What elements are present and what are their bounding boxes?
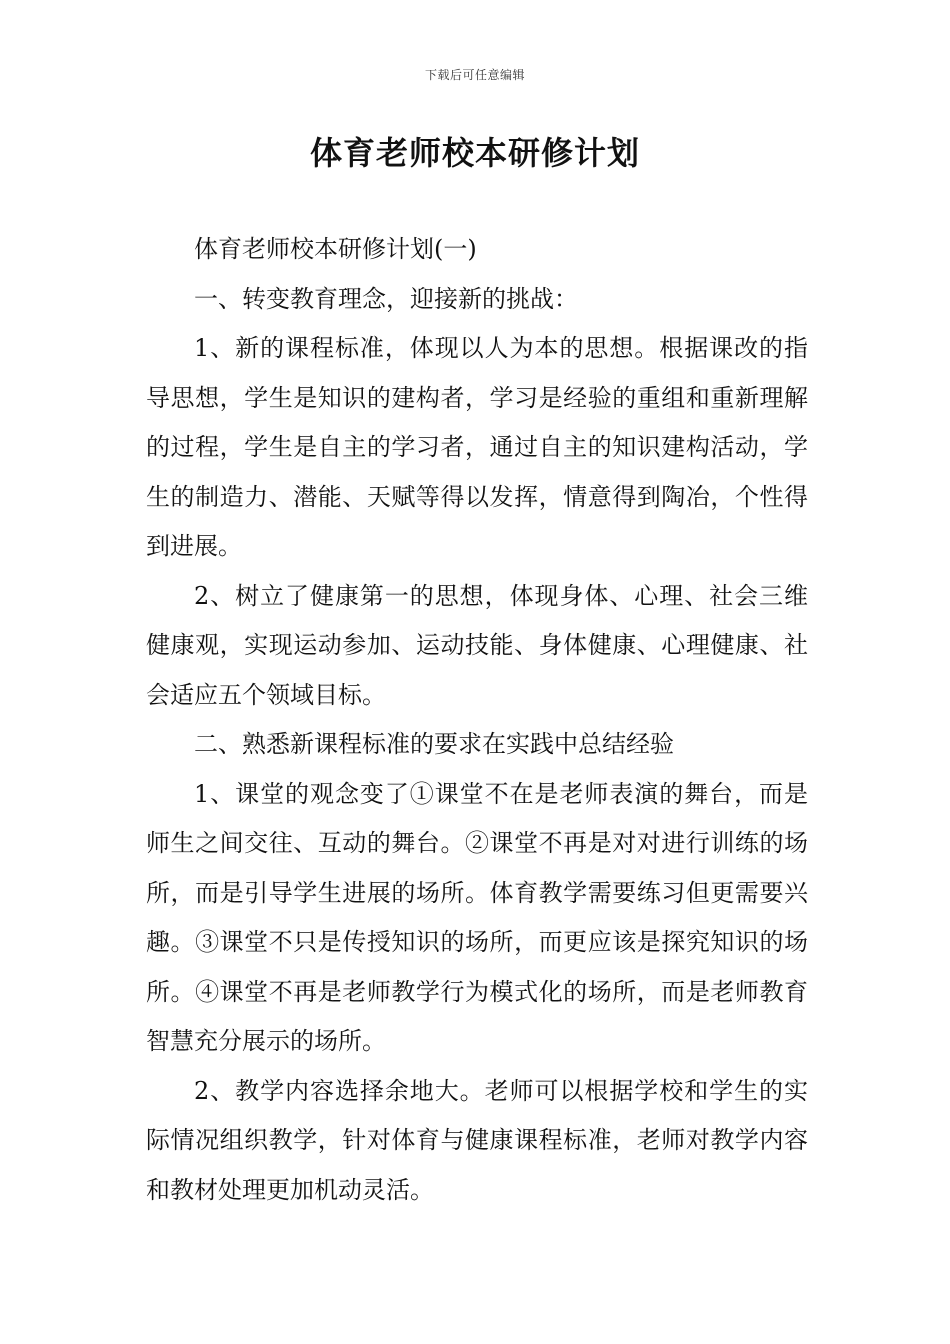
- document-body: [146, 225, 808, 1215]
- subtitle-paragraph: 体育老师校本研修计划(一): [194, 235, 477, 263]
- body-paragraph: 1、新的课程标准，体现以人为本的思想。根据课改的指导思想，学生是知识的建构者，学习是经验的重组和重新理解的过程，学生是自主的学习者，通过自主的知识建构活动，学生的制造力、潜能、天赋等得以发挥，情意得到陶冶，个性得到进展。: [146, 334, 808, 560]
- body-paragraph: 1、课堂的观念变了①课堂不在是老师表演的舞台，而是师生之间交往、互动的舞台。②课堂不再是对对进行训练的场所，而是引导学生进展的场所。体育教学需要练习但更需要兴趣。③课堂不只是传授知识的场所，而更应该是探究知识的场所。④课堂不再是老师教学行为模式化的场所，而是老师教育智慧充分展示的场所。: [146, 779, 808, 1055]
- body-paragraph: 2、教学内容选择余地大。老师可以根据学校和学生的实际情况组织教学，针对体育与健康课程标准，老师对教学内容和教材处理更加机动灵活。: [146, 1076, 808, 1204]
- section-heading-2: 二、熟悉新课程标准的要求在实践中总结经验: [194, 730, 674, 758]
- header-note: 下载后可任意编辑: [424, 68, 525, 82]
- document-title: 体育老师校本研修计划: [309, 134, 640, 172]
- body-paragraph: 2、树立了健康第一的思想，体现身体、心理、社会三维健康观，实现运动参加、运动技能、身体健康、心理健康、社会适应五个领域目标。: [146, 581, 808, 709]
- section-heading-1: 一、转变教育理念，迎接新的挑战：: [194, 284, 578, 313]
